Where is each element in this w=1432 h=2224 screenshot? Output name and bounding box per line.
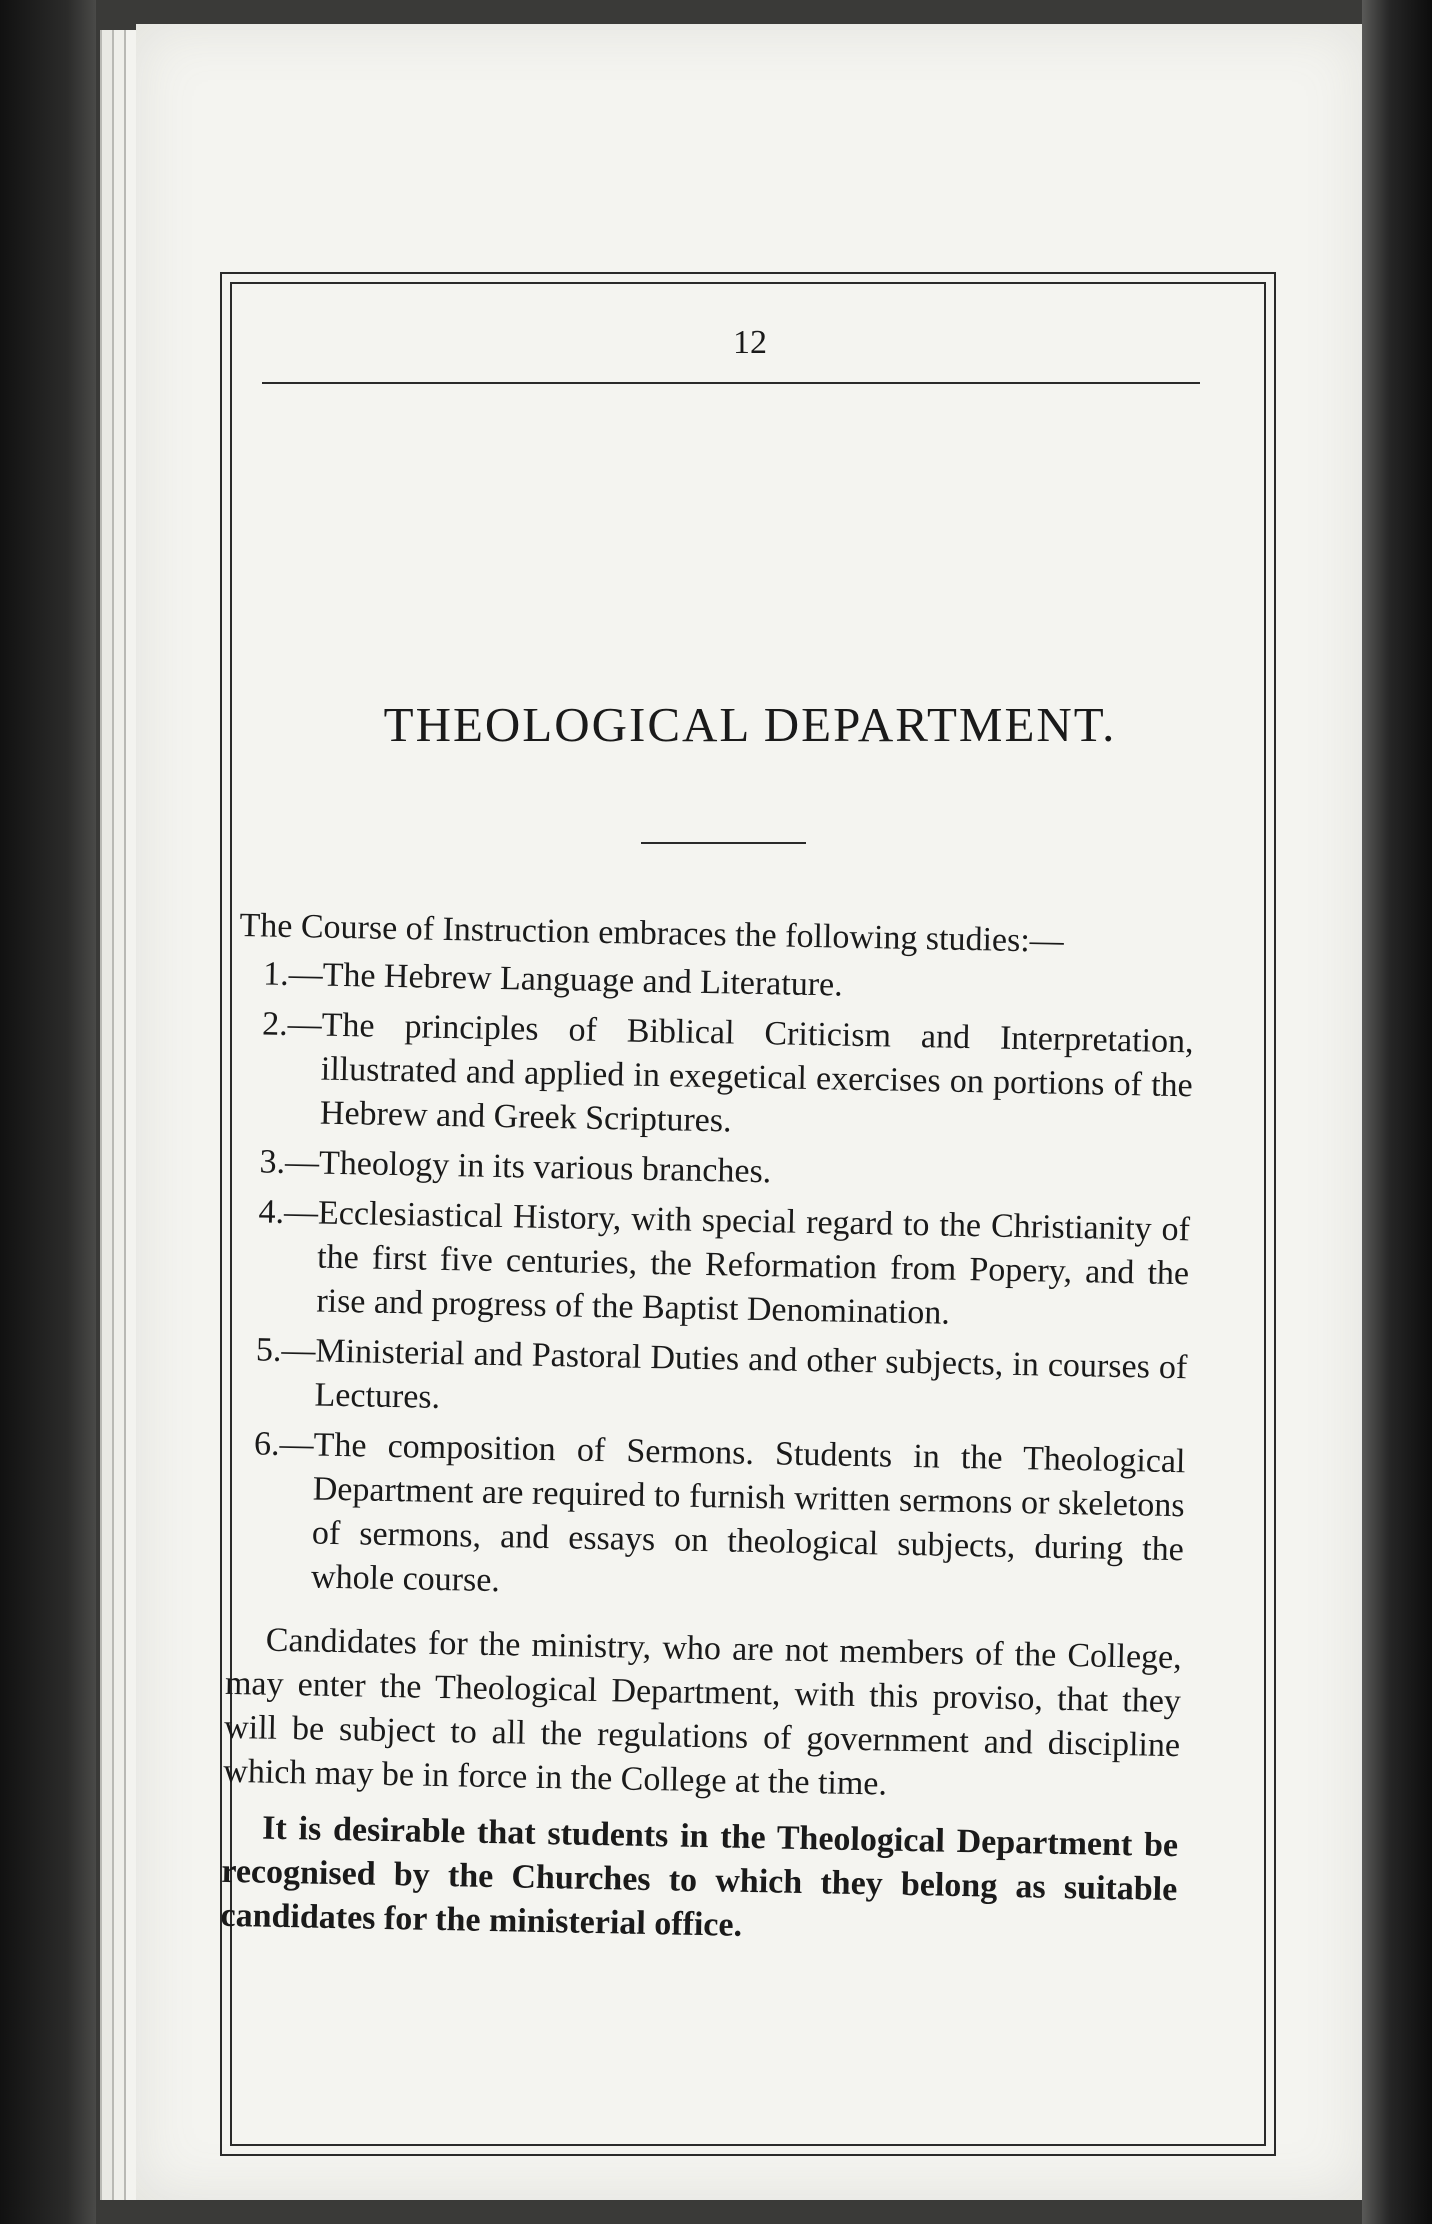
left-gutter [0,0,96,2224]
study-item [230,1328,1188,1434]
study-text: Ecclesiastical History, with special regard to the Christianity of the first five centuries, the Reformation from Popery, and the rise and progress of the Baptist Denomination. [316,1194,1191,1332]
study-text: The Hebrew Language and Literature. [322,956,844,1004]
study-number: 3.— [259,1143,320,1182]
study-number: 1.— [262,955,324,994]
book-page [136,24,1364,2200]
study-number: 6.— [253,1425,314,1464]
study-item [232,1190,1190,1340]
study-item [227,1422,1186,1616]
study-number: 4.— [258,1193,319,1232]
title-divider [641,842,806,844]
recognition-paragraph: It is desirable that students in the Theological Department be recognised by the Churches to which they belong as suitable candidates for the ministerial office. [220,1809,1179,1944]
study-number: 5.— [255,1331,316,1370]
study-text: Ministerial and Pastoral Duties and other subjects, in courses of Lectures. [314,1332,1188,1416]
body-text [220,904,1196,1956]
candidates-paragraph: Candidates for the ministry, who are not members of the College, may enter the Theological Department, with this proviso, that they will be subject to all the regulations of government and discipline which may be in force in the College at the time. [222,1621,1183,1803]
study-item [236,1002,1194,1152]
study-number: 2.— [261,1005,323,1044]
study-text: Theology in its various branches. [318,1144,772,1191]
page-number: 12 [733,324,767,361]
right-gutter [1362,0,1432,2224]
header-rule [262,382,1200,384]
study-text: The composition of Sermons. Students in the Theological Department are required to furnish written sermons or skeletons of sermons, and essays on theological subjects, during the whole course. [310,1426,1186,1600]
page-title: THEOLOGICAL DEPARTMENT. [383,697,1117,752]
study-text: The principles of Biblical Criticism and Interpretation, illustrated and applied in exegetical exercises on portions of the Hebrew and Greek Scriptures. [319,1006,1194,1140]
course-intro: The Course of Instruction embraces the following studies:— [239,906,1065,960]
